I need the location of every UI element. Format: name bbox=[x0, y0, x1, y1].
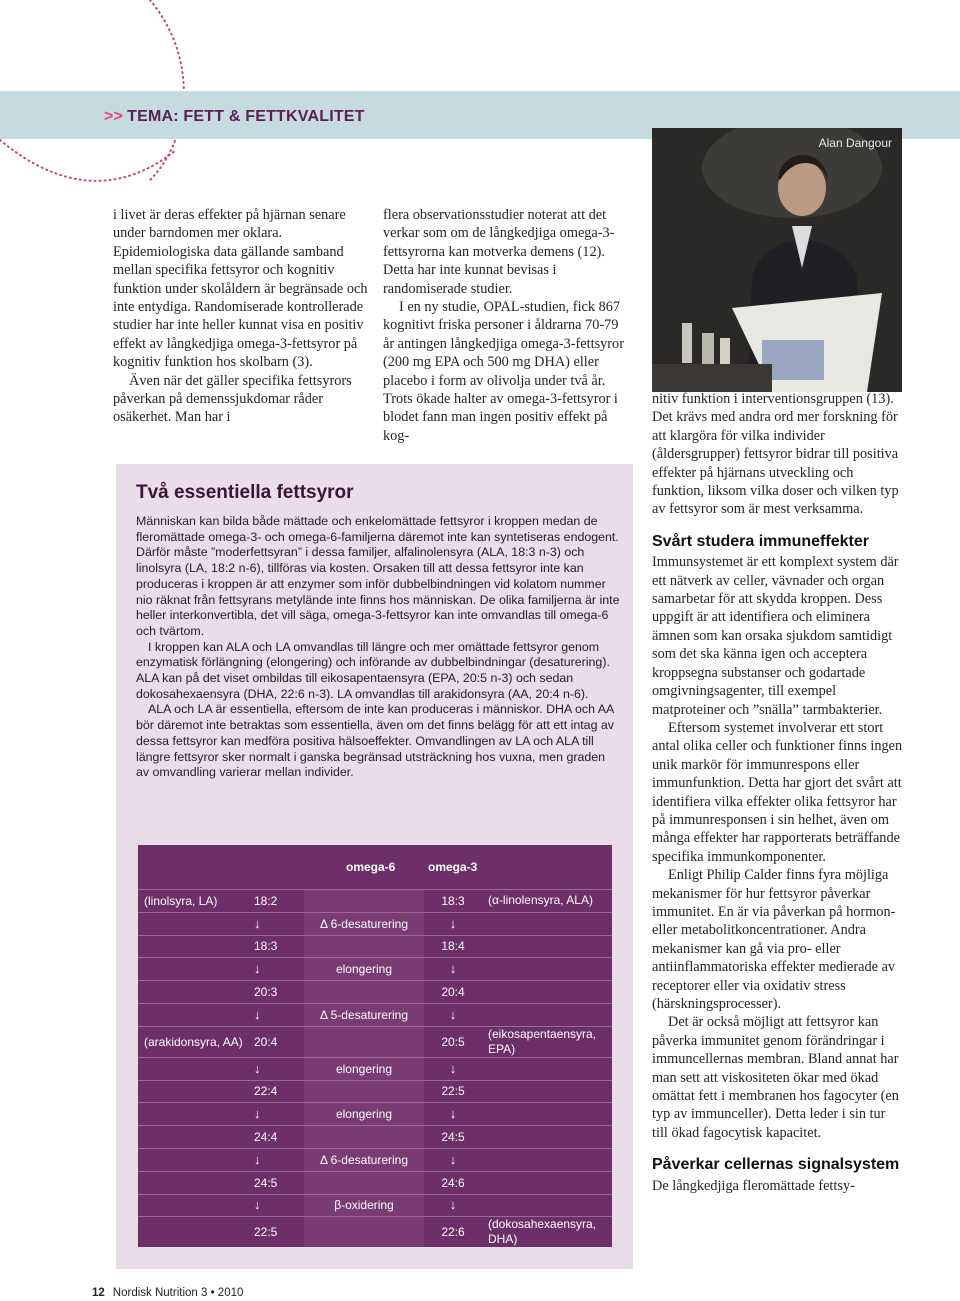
paragraph: Det är också möjligt att fettsyror kan påverka immunitet genom förändringar i immuncellernas membran. Bland annat har man sett att viskositeten ökar med ökad omättat fett i membranen hos fagocyter (en typ av immunceller). Detta leder i sin tur till ökad fagocytisk kapacitet. bbox=[652, 1014, 899, 1141]
omega-3-value bbox=[424, 958, 482, 981]
omega-3-value bbox=[424, 1148, 482, 1171]
left-label bbox=[138, 912, 246, 935]
paragraph: flera observationsstudier noterat att det verkar som om de långkedjiga omega-3-fettsyrorna kan motverka demens (12). Detta har inte kunnat bevisas i randomiserade studier. bbox=[383, 207, 615, 297]
arrow-down-icon: ↓ bbox=[449, 1151, 457, 1167]
right-label bbox=[482, 935, 612, 958]
conversion-step: Δ 6-desaturering bbox=[304, 912, 424, 935]
fact-box-text bbox=[136, 514, 620, 781]
conversion-step bbox=[304, 981, 424, 1004]
left-label bbox=[138, 1103, 246, 1126]
chevron-right-icon: >> bbox=[104, 108, 124, 125]
arrow-down-icon: ↓ bbox=[449, 961, 457, 977]
omega-6-value: 24:5 bbox=[246, 1171, 304, 1194]
omega-3-value: 18:4 bbox=[424, 935, 482, 958]
omega-3-value: 18:3 bbox=[424, 890, 482, 913]
right-label bbox=[482, 958, 612, 981]
left-label bbox=[138, 1003, 246, 1026]
right-label bbox=[482, 1148, 612, 1171]
left-label bbox=[138, 1194, 246, 1217]
column-1 bbox=[113, 206, 371, 427]
left-label bbox=[138, 1080, 246, 1103]
table-row bbox=[138, 1026, 612, 1057]
omega-6-value: 20:3 bbox=[246, 981, 304, 1004]
arrow-down-icon: ↓ bbox=[254, 1197, 261, 1213]
conversion-step bbox=[304, 935, 424, 958]
omega-6-value bbox=[246, 1057, 304, 1080]
omega-6-value: 18:2 bbox=[246, 890, 304, 913]
subheading-immune: Svårt studera immuneffekter bbox=[652, 532, 869, 550]
paragraph: Människan kan bilda både mättade och enkelomättade fettsyror i kroppen medan de fleromättade omega-3- och omega-6-familjerna däremot inte kan syntetiseras endogent. Därför måste ”moderfettsyran” i dessa familjer, alfalinolensyra (ALA, 18:3 n-3) och linolsyra (LA, 18:2 n-6), tillföras via kosten. Orsaken till att dessa fettsyror inte kan produceras i kroppen är att enzymer som inför dubbelbindningen vid kolatom nummer nio räknat från fettsyrans metylände inte finns hos människan. De olika familjerna är inte heller interkonvertibla, det vill säga, omega-3-fettsyror kan inte omvandlas till omega-6 och tvärtom. bbox=[136, 514, 620, 638]
table-row bbox=[138, 1080, 612, 1103]
arrow-down-icon: ↓ bbox=[254, 1106, 261, 1122]
arrow-down-icon: ↓ bbox=[254, 1151, 261, 1167]
journal-name: Nordisk Nutrition 3 • 2010 bbox=[112, 1287, 244, 1299]
fatty-acid-pathway-table bbox=[138, 845, 612, 1247]
right-label bbox=[482, 1194, 612, 1217]
left-label: (arakidonsyra, AA) bbox=[138, 1026, 246, 1057]
omega-6-value: 18:3 bbox=[246, 935, 304, 958]
conversion-step bbox=[304, 1126, 424, 1149]
column-3 bbox=[652, 390, 904, 1195]
right-label bbox=[482, 912, 612, 935]
arrow-down-icon: ↓ bbox=[254, 915, 261, 931]
page-footer bbox=[92, 1287, 243, 1299]
left-label: (linolsyra, LA) bbox=[138, 890, 246, 913]
header-omega-3: omega-3 bbox=[424, 845, 612, 890]
table-row bbox=[138, 958, 612, 981]
table-row bbox=[138, 1194, 612, 1217]
paragraph: I kroppen kan ALA och LA omvandlas till längre och mer omättade fettsyror genom enzymatisk förlängning (elongering) och införande av dubbelbindningar (desaturering). ALA kan på det viset ombildas till eikosapentaensyra (EPA, 20:5 n-3) och sedan dokosahexaensyra (DHA, 22:6 n-3). LA omvandlas till arakidonsyra (AA, 20:4 n-6). bbox=[136, 639, 610, 701]
column-2 bbox=[383, 206, 633, 445]
paragraph: ALA och LA är essentiella, eftersom de inte kan produceras i människor. DHA och AA bör däremot inte betraktas som essentiella, även om det finns belägg för att ett intag av dessa fettsyror kan medföra positiva hälsoeffekter. Omvandlingen av LA och ALA till längre fettsyror sker normalt i ganska begränsad utsträckning hos vuxna, men graden av omvandling varierar mellan individer. bbox=[136, 702, 614, 780]
right-label: (eikosapentaensyra, EPA) bbox=[482, 1026, 612, 1057]
paragraph: Immunsystemet är ett komplext system där ett nätverk av celler, vävnader och organ samarbetar för att skydda kroppen. Dess uppgift är att identifiera och eliminera ämnen som kan orsaka sjukdom samtidigt som det ska känna igen och acceptera kroppsegna substanser och godartade omgivningsagenter, till exempel matproteiner och ”snälla” tarmbakterier. bbox=[652, 554, 899, 718]
paragraph: De långkedjiga fleromättade fettsy- bbox=[652, 1177, 855, 1194]
table-header-row bbox=[138, 845, 612, 890]
left-label bbox=[138, 1217, 246, 1248]
photo-caption: Alan Dangour bbox=[818, 136, 892, 150]
subheading-signal: Påverkar cellernas signalsystem bbox=[652, 1156, 900, 1174]
right-label bbox=[482, 1126, 612, 1149]
left-label bbox=[138, 1126, 246, 1149]
conversion-step: Δ 6-desaturering bbox=[304, 1148, 424, 1171]
conversion-step: elongering bbox=[304, 958, 424, 981]
conversion-step bbox=[304, 1171, 424, 1194]
paragraph: Enligt Philip Calder finns fyra möjliga mekanismer för hur fettsyror påverkar immunitet. En är via påverkan på hormon- eller metabolitkoncentrationer. Andra mekanismer kan gå via pro- eller antiinflammatoriska effekter medierade av receptorer eller via oxidativ stress (härskningsprocesser). bbox=[652, 867, 896, 1012]
arrow-down-icon: ↓ bbox=[449, 915, 457, 931]
omega-3-value: 22:5 bbox=[424, 1080, 482, 1103]
arrow-down-icon: ↓ bbox=[449, 1006, 457, 1022]
left-label bbox=[138, 1148, 246, 1171]
arrow-down-icon: ↓ bbox=[449, 1197, 457, 1213]
fact-box-title: Två essentiella fettsyror bbox=[136, 482, 354, 503]
right-label: (α-linolensyra, ALA) bbox=[482, 890, 612, 913]
table-row bbox=[138, 1171, 612, 1194]
arrow-down-icon: ↓ bbox=[254, 1006, 261, 1022]
arrow-down-icon: ↓ bbox=[449, 1106, 457, 1122]
left-label bbox=[138, 1171, 246, 1194]
omega-6-value: 24:4 bbox=[246, 1126, 304, 1149]
omega-6-value: 22:5 bbox=[246, 1217, 304, 1248]
omega-6-value bbox=[246, 1148, 304, 1171]
header-omega-6: omega-6 bbox=[246, 845, 424, 890]
right-label bbox=[482, 1080, 612, 1103]
table-row bbox=[138, 1057, 612, 1080]
table-row bbox=[138, 1126, 612, 1149]
paragraph: Eftersom systemet involverar ett stort antal olika celler och funktioner finns ingen unik markör för immunrespons eller immunfunktion. Detta har gjort det svårt att identifiera vilka effekter olika fettsyror har på immunresponsen i sin helhet, även om många effekter har rapporterats beträffande specifika immunkomponenter. bbox=[652, 719, 903, 865]
conversion-step: elongering bbox=[304, 1057, 424, 1080]
table-row bbox=[138, 1217, 612, 1248]
table-row bbox=[138, 912, 612, 935]
conversion-step bbox=[304, 890, 424, 913]
right-label bbox=[482, 1057, 612, 1080]
conversion-step: Δ 5-desaturering bbox=[304, 1003, 424, 1026]
omega-6-value: 20:4 bbox=[246, 1026, 304, 1057]
conversion-step: β-oxidering bbox=[304, 1194, 424, 1217]
table-row bbox=[138, 1103, 612, 1126]
arrow-down-icon: ↓ bbox=[449, 1060, 457, 1076]
table-row bbox=[138, 890, 612, 913]
page-number: 12 bbox=[92, 1287, 105, 1299]
right-label bbox=[482, 1171, 612, 1194]
paragraph: i livet är deras effekter på hjärnan senare under barndomen mer oklara. Epidemiologiska data gällande samband mellan specifika fettsyror och kognitiv funktion under skolåldern är begränsade och inte entydiga. Randomiserade kontrollerade studier har inte heller kunnat visa en positiv effekt av långkedjiga omega-3-fettsyror på kognitiv funktion hos skolbarn (3). bbox=[113, 207, 368, 371]
conversion-step bbox=[304, 1080, 424, 1103]
omega-3-value: 24:5 bbox=[424, 1126, 482, 1149]
speaker-photo bbox=[652, 128, 902, 392]
omega-3-value: 20:5 bbox=[424, 1026, 482, 1057]
omega-6-value bbox=[246, 958, 304, 981]
right-label bbox=[482, 981, 612, 1004]
arrow-down-icon: ↓ bbox=[254, 961, 261, 977]
conversion-step bbox=[304, 1217, 424, 1248]
paragraph: nitiv funktion i interventionsgruppen (13). Det krävs med andra ord mer forskning för att klargöra för vilka individer (åldersgrupper) fettsyror bidrar till positiva effekter på hjärnans utveckling och funktion, liksom vilka doser och vilken typ av fettsyror som är mest verksamma. bbox=[652, 391, 899, 518]
table-row bbox=[138, 1003, 612, 1026]
omega-3-value: 20:4 bbox=[424, 981, 482, 1004]
omega-6-value bbox=[246, 912, 304, 935]
conversion-step bbox=[304, 1026, 424, 1057]
omega-3-value bbox=[424, 1194, 482, 1217]
photo-illustration bbox=[652, 128, 902, 392]
left-label bbox=[138, 958, 246, 981]
omega-6-value bbox=[246, 1003, 304, 1026]
table-row bbox=[138, 1148, 612, 1171]
conversion-step: elongering bbox=[304, 1103, 424, 1126]
right-label bbox=[482, 1003, 612, 1026]
left-label bbox=[138, 1057, 246, 1080]
section-header bbox=[104, 108, 365, 126]
omega-3-value bbox=[424, 912, 482, 935]
right-label bbox=[482, 1103, 612, 1126]
omega-3-value bbox=[424, 1057, 482, 1080]
omega-6-value bbox=[246, 1194, 304, 1217]
section-title: TEMA: FETT & FETTKVALITET bbox=[127, 108, 365, 125]
omega-3-value: 22:6 bbox=[424, 1217, 482, 1248]
omega-6-value bbox=[246, 1103, 304, 1126]
paragraph: I en ny studie, OPAL-studien, fick 867 kognitivt friska personer i åldrarna 70-79 år antingen långkedjiga omega-3-fettsyror (200 mg EPA och 500 mg DHA) eller placebo i form av olivolja under två år. Trots ökade halter av omega-3-fettsyror i blodet fann man ingen positiv effekt på kog- bbox=[383, 299, 624, 444]
table-row bbox=[138, 935, 612, 958]
right-label: (dokosahexaensyra, DHA) bbox=[482, 1217, 612, 1248]
left-label bbox=[138, 935, 246, 958]
omega-3-value bbox=[424, 1103, 482, 1126]
left-label bbox=[138, 981, 246, 1004]
omega-6-value: 22:4 bbox=[246, 1080, 304, 1103]
paragraph: Även när det gäller specifika fettsyrors påverkan på demenssjukdomar råder osäkerhet. Man har i bbox=[113, 372, 352, 426]
arrow-down-icon: ↓ bbox=[254, 1060, 261, 1076]
table-row bbox=[138, 981, 612, 1004]
omega-3-value bbox=[424, 1003, 482, 1026]
omega-3-value: 24:6 bbox=[424, 1171, 482, 1194]
